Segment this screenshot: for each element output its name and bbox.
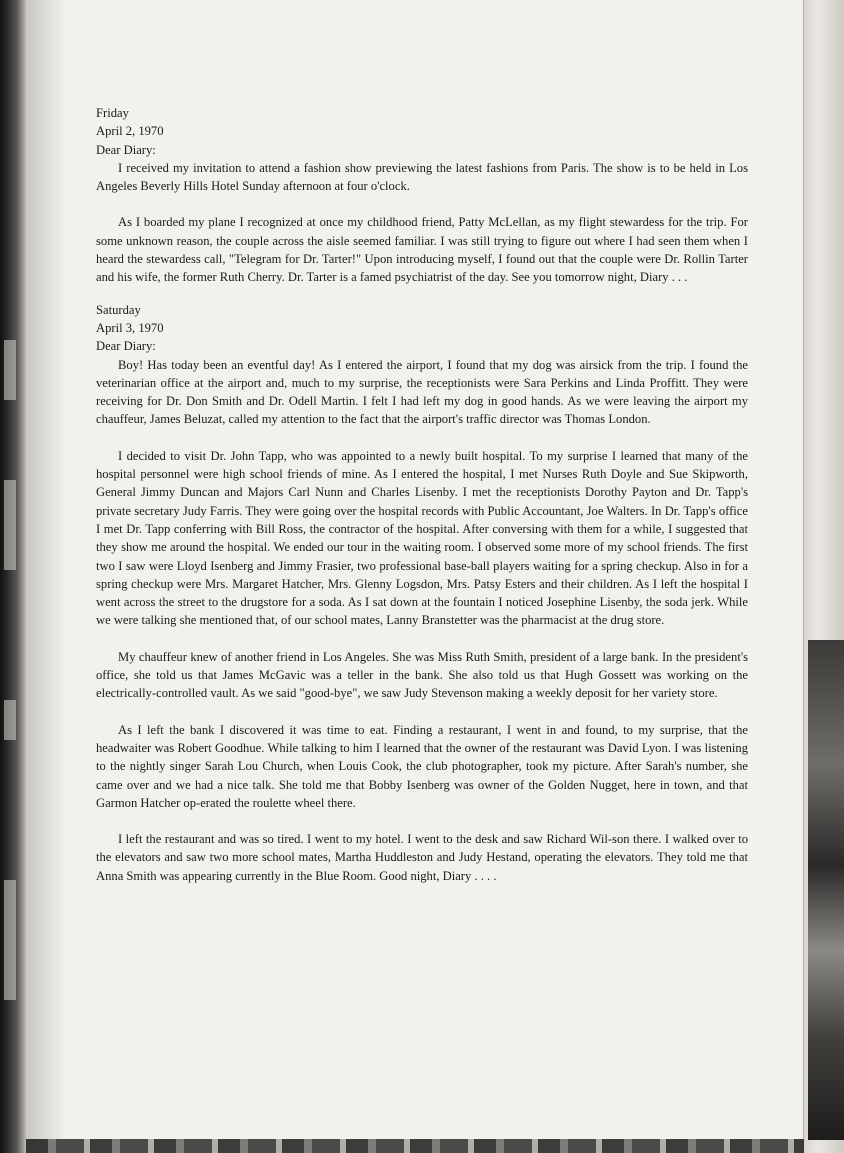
entry-paragraph: As I boarded my plane I recognized at once my childhood friend, Patty McLellan, as my flight stewardess for the trip. For some unknown reason, the couple across the aisle seemed familiar. I was still trying to figure out where I had seen them when I heard the stewardess call, "Telegram for Dr. Tarter!" Upon introducing myself, I found out that the couple were Dr. Rollin Tarter and his wife, the former Ruth Cherry. Dr. Tarter is a famed psychiatrist of the day. See you tomorrow night, Diary . . . xyxy=(96,215,748,285)
entry-date: April 3, 1970 xyxy=(96,320,164,335)
facing-page-edge xyxy=(803,0,844,1153)
diary-entry-friday xyxy=(96,104,748,287)
entry-paragraph: Boy! Has today been an eventful day! As I entered the airport, I found that my dog was airsick from the trip. I found the veterinarian office at the airport and, much to my surprise, the receptionists were Sara Perkins and Linda Proffitt. They were receiving for Dr. Don Smith and Dr. Odell Martin. I felt I had left my dog in good hands. As we were leaving the airport my chauffeur, James Beluzat, called my attention to the fact that the airport's traffic director was Thomas London. xyxy=(96,357,748,427)
entry-paragraph: My chauffeur knew of another friend in Los Angeles. She was Miss Ruth Smith, president of a large bank. In the president's office, she told us that James McGavic was a teller in the bank. She also told us that Hugh Gossett was working on the electrically-controlled vault. As we said "good-bye", we saw Judy Stevenson making a weekly deposit for her variety store. xyxy=(96,649,748,701)
entry-day: Saturday xyxy=(96,302,141,317)
diary-entry-saturday xyxy=(96,301,748,885)
entry-paragraph: I left the restaurant and was so tired. I went to my hotel. I went to the desk and saw Richard Wil-son there. I walked over to the elevators and saw two more school mates, Martha Huddleston and Judy Hestand, operating the elevators. They told me that Anna Smith was appearing currently in the Blue Room. Good night, Diary . . . . xyxy=(96,832,748,883)
entry-paragraph: I received my invitation to attend a fashion show previewing the latest fashions from Paris. The show is to be held in Los Angeles Beverly Hills Hotel Sunday afternoon at four o'clock. xyxy=(96,160,748,194)
bottom-page-edge xyxy=(26,1139,804,1153)
entry-salutation: Dear Diary: xyxy=(96,142,156,157)
facing-page-photo xyxy=(808,640,844,1140)
entry-paragraph: I decided to visit Dr. John Tapp, who was appointed to a newly built hospital. To my surprise I learned that many of the hospital personnel were high school friends of mine. As I entered the hospital, I met Nurses Ruth Doyle and Sue Skipworth, General Jimmy Duncan and Majors Carl Nunn and Charles Lisenby. I met the receptionists Dorothy Payton and Dr. Tapp's private secretary Judy Farris. They were going over the hospital records with Public Accountant, Joe Walters. In Dr. Tapp's office I met Dr. Tapp conferring with Bill Ross, the contractor of the hospital. After conversing with them for a while, I suggested that they show me around the hospital. We ended our tour in the waiting room. I observed some more of my school friends. The first two I saw were Lloyd Isenberg and Jimmy Frasier, two professional base-ball players waiting for a spring checkup. Also in for a spring checkup were Mrs. Margaret Hatcher, Mrs. Glenny Logsdon, Mrs. Patsy Esters and their children. As I left the hospital I went across the street to the drugstore for a soda. As I sat down at the fountain I noticed Josephine Lisenby, the soda jerk. While we were talking she mentioned that, of our school mates, Lanny Branstetter was the pharmacist at the drug store. xyxy=(96,448,748,628)
entry-date: April 2, 1970 xyxy=(96,124,164,139)
diary-page xyxy=(96,104,748,885)
entry-paragraph: As I left the bank I discovered it was time to eat. Finding a restaurant, I went in and found, to my surprise, that the headwaiter was Robert Goodhue. While talking to him I learned that the owner of the restaurant was David Lyon. I was listening to the nightly singer Sarah Lou Church, when Louis Cook, the club photographer, took my picture. After Sarah's number, she came over and we had a nice talk. She told me that Bobby Isenberg was owner of the Golden Nugget, here in town, and that Garmon Hatcher op-erated the roulette wheel there. xyxy=(96,722,748,810)
page-gutter-shadow xyxy=(26,0,66,1153)
entry-salutation: Dear Diary: xyxy=(96,339,156,354)
entry-header xyxy=(96,104,748,159)
entry-day: Friday xyxy=(96,106,129,120)
entry-header xyxy=(96,301,748,356)
book-binding-left xyxy=(0,0,26,1153)
